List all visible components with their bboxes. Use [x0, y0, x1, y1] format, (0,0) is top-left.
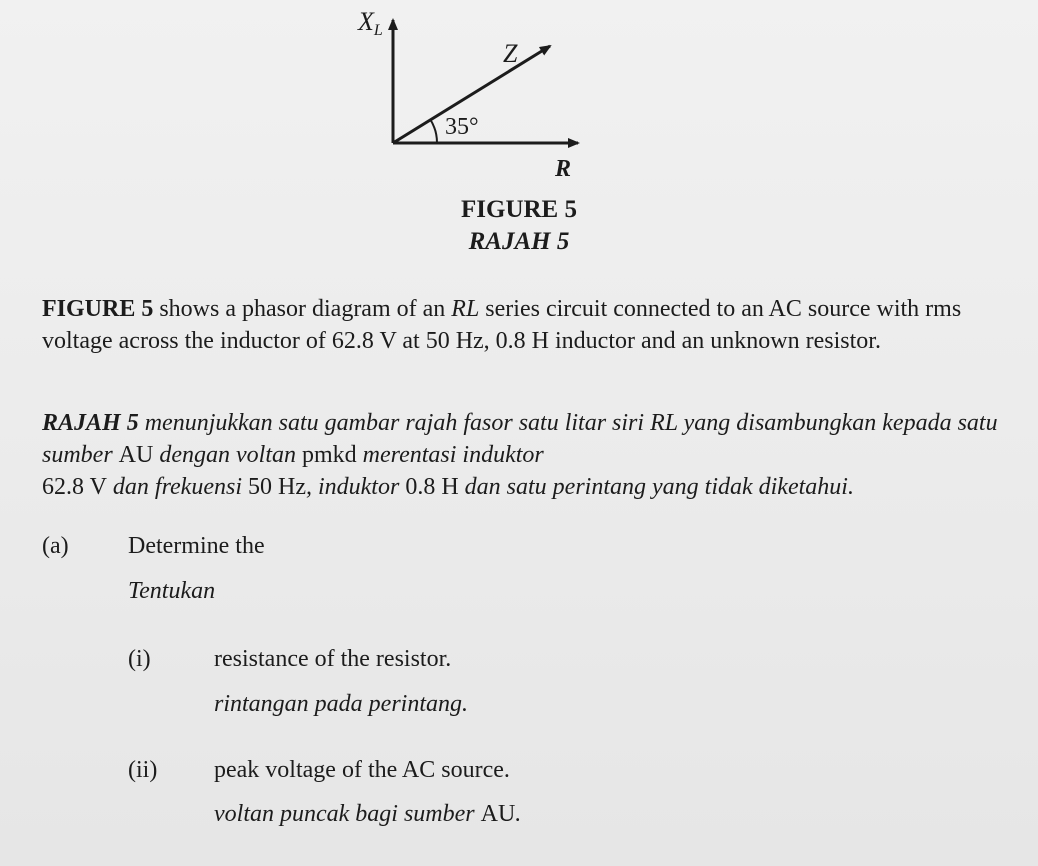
abbr-au: AU — [480, 801, 516, 827]
subquestion-ii-text-en: peak voltage of the AC source. — [214, 757, 510, 783]
statement-text: dan satu perintang yang tidak diketahui. — [458, 474, 854, 500]
abbr-pmkd: pmkd — [301, 442, 357, 468]
statement-text: dan frekuensi — [106, 474, 248, 500]
problem-statement-en — [42, 293, 1032, 357]
phasor-diagram — [0, 0, 1038, 270]
subquestion-i-text-en: resistance of the resistor. — [214, 646, 452, 672]
angle-label: 35° — [445, 114, 479, 140]
axis-y-label: XL — [358, 7, 383, 39]
statement-text: menunjukkan satu gambar rajah fasor satu litar siri RL yang disambungkan kepada satu sumber — [42, 410, 998, 468]
subquestion-text: . — [515, 801, 522, 827]
question-a-label: (a) — [42, 533, 69, 559]
statement-text: series circuit connected to an AC source with rms voltage across the inductor of 62.8 V at 50 Hz, 0.8 H inductor and an unknown resistor. — [42, 296, 962, 354]
statement-text: shows a phasor diagram of an — [153, 296, 452, 322]
question-a-prompt-en: Determine the — [128, 533, 265, 559]
subquestion-i-text-ms: rintangan pada perintang. — [214, 691, 469, 717]
statement-text: , induktor — [305, 474, 406, 500]
value-inductance: 0.8 H — [405, 474, 459, 500]
figure-caption-ms: RAJAH 5 — [468, 228, 570, 255]
value-frequency: 50 Hz — [248, 474, 306, 500]
problem-statement-ms — [42, 407, 1032, 503]
statement-text: dengan voltan — [153, 442, 302, 468]
value-voltage: 62.8 V — [42, 474, 107, 500]
subquestion-ii-text-ms — [214, 801, 521, 828]
figure-reference: RAJAH 5 — [42, 410, 139, 436]
statement-text: merentasi induktor — [356, 442, 544, 468]
subquestion-text: voltan puncak bagi sumber — [214, 801, 481, 827]
vector-label: Z — [503, 39, 518, 68]
question-a-prompt-ms: Tentukan — [128, 578, 216, 604]
abbr-au: AU — [118, 442, 154, 468]
subquestion-ii-label: (ii) — [128, 757, 158, 783]
figure-reference: FIGURE 5 — [42, 296, 154, 322]
figure-caption-en: FIGURE 5 — [461, 196, 577, 223]
angle-arc — [430, 119, 437, 143]
axis-x-label: R — [555, 156, 572, 182]
circuit-type: RL — [451, 296, 480, 322]
subquestion-i-label: (i) — [128, 646, 151, 672]
